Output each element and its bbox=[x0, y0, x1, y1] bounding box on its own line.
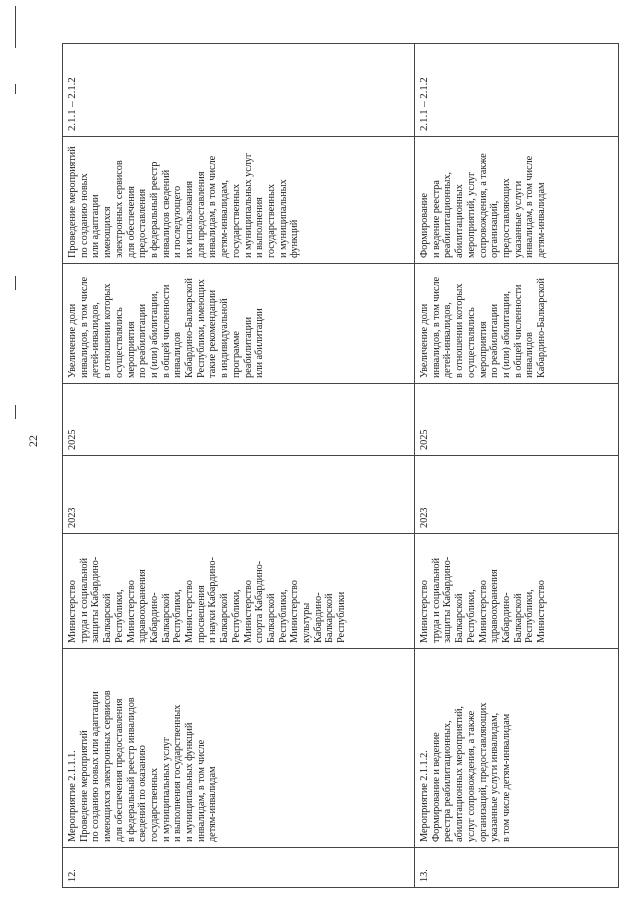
row-12-start-cell bbox=[63, 456, 414, 533]
link-description: Формирование и ведение реестра реабилитационных, абилитационных мероприятий, услуг сопровождения, а также организаций, предоставляющих указанные услуги инвалидам, в том числе детям-инвалидам bbox=[419, 153, 548, 258]
indicator-codes: 2.1.1 – 2.1.2 bbox=[418, 77, 430, 131]
scan-mark-upper bbox=[15, 84, 16, 94]
row-13-link-cell bbox=[415, 137, 618, 263]
event-description: Мероприятие 2.1.1.1. Проведение мероприятий по созданию новых или адаптации имеющихся электронных сервисов для обеспечения предоставления в федеральный реестр инвалидов сведений по оказанию государственных и муниципальных услуг и выполнения государственных и муниципальных функций инвалидам, в том числе детям-инвалидам bbox=[67, 690, 219, 842]
page-number: 22 bbox=[26, 435, 40, 447]
link-description: Проведение мероприятий по созданию новых или адаптации имеющихся электронных сервисов для обеспечения предоставления в федеральный реестр инвалидов сведений и последующего их использования для предоставления инвалидам, в том числе детям-инвалидам, государственных и муниципальных услуг и выполнения государственных и муниципальных функций bbox=[67, 146, 301, 258]
row-number: 13. bbox=[419, 869, 430, 882]
expected-result: Увеличение доли инвалидов, в том числе детей-инвалидов, в отношении которых осуществлялись мероприятия по реабилитации и (или) абилитации, в общей численности инвалидов Кабардино-Балкарской Республики, имеющих такие рекомендации в индивидуальной программе реабилитации или абилитации bbox=[67, 277, 266, 378]
scan-mark-middle bbox=[15, 276, 16, 290]
row-13-end-cell bbox=[415, 384, 618, 455]
row-12-link-cell bbox=[63, 137, 414, 263]
scan-mark-lower bbox=[15, 405, 16, 419]
end-year: 2025 bbox=[419, 429, 430, 450]
row-13-number-cell bbox=[415, 848, 618, 887]
row-13-start-cell bbox=[415, 456, 618, 533]
start-year: 2023 bbox=[419, 507, 430, 528]
table-border-bottom bbox=[62, 887, 619, 888]
event-description: Мероприятие 2.1.1.2. Формирование и ведение реестра реабилитационных, абилитационных мероприятий, услуг сопровождения, а также организаций, предоставляющих указанные услуги инвалидам, в том числе детям-инвалидам bbox=[419, 702, 512, 842]
indicator-codes: 2.1.1 – 2.1.2 bbox=[66, 77, 78, 131]
measures-table bbox=[62, 43, 619, 888]
executors-list: Министерство труда и социальной защиты Кабардино- Балкарской Республики, Министерство здравоохранения Кабардино- Балкарской Республики, Министерство bbox=[419, 556, 548, 643]
row-13-code-cell bbox=[415, 44, 618, 136]
table-border-right bbox=[618, 43, 619, 888]
row-12-number-cell bbox=[63, 848, 414, 887]
row-12-event-cell bbox=[63, 649, 414, 847]
row-13-executors-cell bbox=[415, 534, 618, 648]
row-13-result-cell bbox=[415, 264, 618, 383]
executors-list: Министерство труда и социальной защиты Кабардино- Балкарской Республики, Министерство здравоохранения Кабардино- Балкарской Республики, Министерство просвещения и науки Кабардино- Балкарской Республики, Министерство спорта Кабардино- Балкарской Республики, Министерство культуры Кабардино- Балкарской Республики bbox=[67, 556, 348, 643]
row-12-end-cell bbox=[63, 384, 414, 455]
expected-result: Увеличение доли инвалидов, в том числе детей-инвалидов, в отношении которых осуществлялись мероприятия по реабилитации и (или) абилитации, в общей численности инвалидов Кабардино-Балкарской bbox=[419, 277, 548, 378]
end-year: 2025 bbox=[67, 429, 78, 450]
row-number: 12. bbox=[67, 869, 78, 882]
scan-mark-top bbox=[15, 6, 16, 48]
start-year: 2023 bbox=[67, 507, 78, 528]
row-12-executors-cell bbox=[63, 534, 414, 648]
row-12-code-cell bbox=[63, 44, 414, 136]
row-12-result-cell bbox=[63, 264, 414, 383]
row-13-event-cell bbox=[415, 649, 618, 847]
